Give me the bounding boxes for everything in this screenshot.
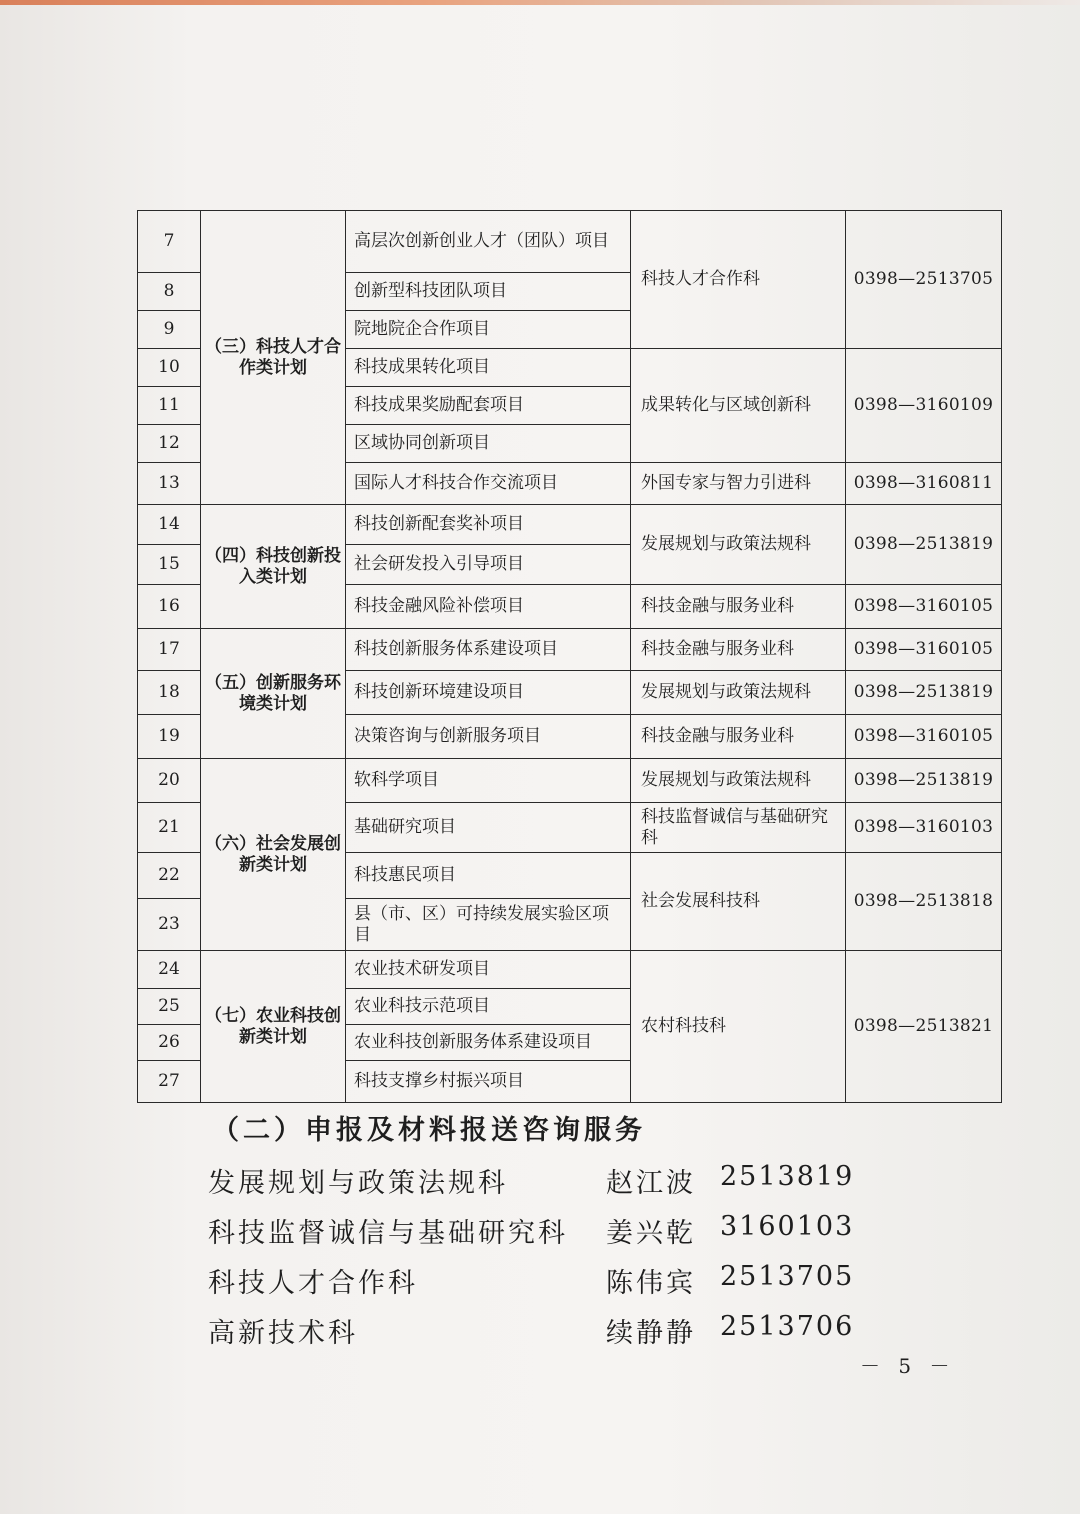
contact-item bbox=[208, 1255, 908, 1305]
row-number: 9 bbox=[138, 311, 201, 349]
phone-cell: 0398—3160811 bbox=[846, 463, 1002, 505]
phone-cell: 0398—3160109 bbox=[846, 349, 1002, 463]
table-row bbox=[138, 759, 1002, 803]
row-number: 19 bbox=[138, 715, 201, 759]
row-number: 23 bbox=[138, 899, 201, 951]
project-name: 创新型科技团队项目 bbox=[346, 273, 631, 311]
department-cell: 成果转化与区域创新科 bbox=[631, 349, 846, 463]
phone-cell: 0398—2513819 bbox=[846, 505, 1002, 585]
category-cell: （四）科技创新投入类计划 bbox=[201, 505, 346, 629]
category-cell: （七）农业科技创新类计划 bbox=[201, 951, 346, 1103]
contact-item bbox=[208, 1155, 908, 1205]
project-name: 农业科技创新服务体系建设项目 bbox=[346, 1025, 631, 1061]
department-cell: 科技金融与服务业科 bbox=[631, 585, 846, 629]
page-number: － 5 － bbox=[860, 1354, 956, 1378]
department-cell: 社会发展科技科 bbox=[631, 853, 846, 951]
table-row bbox=[138, 505, 1002, 545]
project-name: 社会研发投入引导项目 bbox=[346, 545, 631, 585]
row-number: 8 bbox=[138, 273, 201, 311]
phone-cell: 0398—3160105 bbox=[846, 585, 1002, 629]
row-number: 11 bbox=[138, 387, 201, 425]
contact-name: 续静静 bbox=[606, 1318, 696, 1349]
section-heading: （二）申报及材料报送咨询服务 bbox=[212, 1115, 646, 1146]
department-cell: 发展规划与政策法规科 bbox=[631, 759, 846, 803]
project-name: 农业技术研发项目 bbox=[346, 951, 631, 989]
row-number: 24 bbox=[138, 951, 201, 989]
project-name: 科技成果转化项目 bbox=[346, 349, 631, 387]
row-number: 12 bbox=[138, 425, 201, 463]
contact-name: 赵江波 bbox=[606, 1168, 696, 1199]
project-name: 软科学项目 bbox=[346, 759, 631, 803]
project-name: 院地院企合作项目 bbox=[346, 311, 631, 349]
project-name: 决策咨询与创新服务项目 bbox=[346, 715, 631, 759]
project-name: 科技支撑乡村振兴项目 bbox=[346, 1061, 631, 1103]
project-name: 科技惠民项目 bbox=[346, 853, 631, 899]
row-number: 25 bbox=[138, 989, 201, 1025]
department-cell: 农村科技科 bbox=[631, 951, 846, 1103]
table-row bbox=[138, 951, 1002, 989]
contact-department: 科技监督诚信与基础研究科 bbox=[208, 1218, 568, 1249]
category-cell: （六）社会发展创新类计划 bbox=[201, 759, 346, 951]
phone-cell: 0398—3160105 bbox=[846, 715, 1002, 759]
phone-cell: 0398—2513819 bbox=[846, 759, 1002, 803]
project-name: 科技成果奖励配套项目 bbox=[346, 387, 631, 425]
row-number: 18 bbox=[138, 671, 201, 715]
row-number: 21 bbox=[138, 803, 201, 853]
contact-item bbox=[208, 1305, 908, 1355]
department-cell: 发展规划与政策法规科 bbox=[631, 505, 846, 585]
project-name: 科技创新服务体系建设项目 bbox=[346, 629, 631, 671]
project-name: 科技创新配套奖补项目 bbox=[346, 505, 631, 545]
contact-department: 高新技术科 bbox=[208, 1318, 358, 1349]
row-number: 7 bbox=[138, 211, 201, 273]
contact-name: 姜兴乾 bbox=[606, 1218, 696, 1249]
project-table bbox=[137, 210, 1002, 1103]
table-row bbox=[138, 211, 1002, 273]
row-number: 14 bbox=[138, 505, 201, 545]
phone-cell: 0398—2513705 bbox=[846, 211, 1002, 349]
project-name: 区域协同创新项目 bbox=[346, 425, 631, 463]
project-name: 科技金融风险补偿项目 bbox=[346, 585, 631, 629]
row-number: 22 bbox=[138, 853, 201, 899]
row-number: 15 bbox=[138, 545, 201, 585]
category-cell: （五）创新服务环境类计划 bbox=[201, 629, 346, 759]
contact-phone: 3160103 bbox=[720, 1211, 855, 1242]
department-cell: 科技金融与服务业科 bbox=[631, 629, 846, 671]
page-edge-shadow bbox=[0, 0, 1080, 5]
row-number: 13 bbox=[138, 463, 201, 505]
row-number: 16 bbox=[138, 585, 201, 629]
department-cell: 科技人才合作科 bbox=[631, 211, 846, 349]
project-name: 县（市、区）可持续发展实验区项目 bbox=[346, 899, 631, 951]
contact-list bbox=[208, 1155, 908, 1355]
project-name: 国际人才科技合作交流项目 bbox=[346, 463, 631, 505]
row-number: 27 bbox=[138, 1061, 201, 1103]
project-name: 基础研究项目 bbox=[346, 803, 631, 853]
contact-phone: 2513706 bbox=[720, 1311, 855, 1342]
row-number: 10 bbox=[138, 349, 201, 387]
table-row bbox=[138, 629, 1002, 671]
department-cell: 科技监督诚信与基础研究科 bbox=[631, 803, 846, 853]
row-number: 26 bbox=[138, 1025, 201, 1061]
contact-name: 陈伟宾 bbox=[606, 1268, 696, 1299]
contact-phone: 2513819 bbox=[720, 1161, 855, 1192]
department-cell: 科技金融与服务业科 bbox=[631, 715, 846, 759]
phone-cell: 0398—2513821 bbox=[846, 951, 1002, 1103]
project-name: 高层次创新创业人才（团队）项目 bbox=[346, 211, 631, 273]
phone-cell: 0398—2513819 bbox=[846, 671, 1002, 715]
phone-cell: 0398—2513818 bbox=[846, 853, 1002, 951]
project-name: 科技创新环境建设项目 bbox=[346, 671, 631, 715]
contact-department: 科技人才合作科 bbox=[208, 1268, 418, 1299]
department-cell: 发展规划与政策法规科 bbox=[631, 671, 846, 715]
row-number: 17 bbox=[138, 629, 201, 671]
contact-item bbox=[208, 1205, 908, 1255]
phone-cell: 0398—3160103 bbox=[846, 803, 1002, 853]
contact-department: 发展规划与政策法规科 bbox=[208, 1168, 508, 1199]
project-name: 农业科技示范项目 bbox=[346, 989, 631, 1025]
department-cell: 外国专家与智力引进科 bbox=[631, 463, 846, 505]
category-cell: （三）科技人才合作类计划 bbox=[201, 211, 346, 505]
phone-cell: 0398—3160105 bbox=[846, 629, 1002, 671]
contact-phone: 2513705 bbox=[720, 1261, 855, 1292]
row-number: 20 bbox=[138, 759, 201, 803]
